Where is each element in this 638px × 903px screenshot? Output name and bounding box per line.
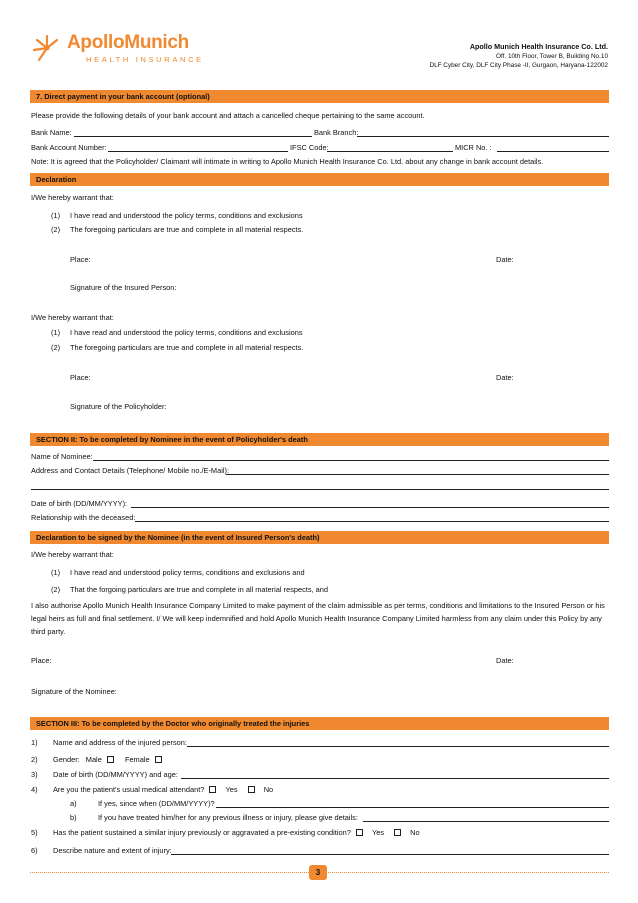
bank-name-label: Bank Name:: [31, 128, 72, 137]
declaration-warrant-2: I/We hereby warrant that:: [31, 313, 114, 322]
q5-row: [53, 828, 420, 837]
page-number-badge: [309, 865, 327, 880]
nominee-name-field[interactable]: [93, 460, 609, 461]
q4a-label: If yes, since when (DD/MM/YYYY)?: [98, 799, 215, 808]
nominee-dob-field[interactable]: [131, 507, 609, 508]
signature-policyholder-label: Signature of the Policyholder:: [70, 402, 167, 411]
ifsc-label: IFSC Code:: [290, 143, 329, 152]
q4-row: [53, 785, 273, 794]
q5-yes-label: Yes: [371, 828, 385, 837]
bank-section-header: [30, 90, 609, 103]
nominee-item-1-num: (1): [51, 568, 61, 577]
account-number-field[interactable]: [108, 151, 288, 152]
nominee-address-field[interactable]: [226, 474, 609, 475]
nominee-name-label: Name of Nominee:: [31, 452, 93, 461]
nominee-authorise-line-1: I also authorise Apollo Munich Health Insurance Company Limited to make payment of the claim admissible as per terms, conditions and limitations to the Insured Person or his: [31, 601, 605, 610]
bank-branch-field[interactable]: [357, 136, 609, 137]
nominee-address-label: Address and Contact Details (Telephone/ Mobile no./E-Mail):: [31, 466, 230, 475]
q4a-field[interactable]: [216, 807, 609, 808]
nominee-place: Place:: [31, 656, 52, 665]
q5-yes-checkbox[interactable]: [356, 829, 363, 836]
q1-field[interactable]: [187, 746, 609, 747]
declaration-item-1-num: (1): [51, 211, 61, 220]
bank-section-title: 7. Direct payment in your bank account (optional): [36, 92, 210, 101]
q5-no-label: No: [410, 828, 420, 837]
company-address-2: DLF Cyber City, DLF City Phase -II, Gurgaon, Haryana-122002: [429, 62, 608, 69]
logo-burst-icon: [30, 32, 64, 66]
gender-female-label: Female: [124, 755, 150, 764]
nominee-address-field-2[interactable]: [31, 489, 609, 490]
declaration-header: [30, 173, 609, 186]
company-address-1: Off. 10th Floor, Tower B, Building No.10: [495, 53, 608, 60]
q2-row: [53, 755, 165, 764]
q6-num: 6): [31, 846, 38, 855]
q4b-label: If you have treated him/her for any previous illness or injury, please give details:: [98, 813, 358, 822]
q6-label: Describe nature and extent of injury:: [53, 846, 172, 855]
q4-num: 4): [31, 785, 38, 794]
q3-num: 3): [31, 770, 38, 779]
nominee-date: Date:: [496, 656, 514, 665]
nominee-item-1: I have read and understood policy terms, conditions and exclusions and: [70, 568, 305, 577]
declaration-title: Declaration: [36, 175, 77, 184]
section-3-header: [30, 717, 609, 730]
bank-branch-label: Bank Branch:: [314, 128, 359, 137]
logo: [30, 30, 210, 70]
signature-insured-label: Signature of the Insured Person:: [70, 283, 177, 292]
q4-no-checkbox[interactable]: [248, 786, 255, 793]
nominee-declaration-header: [30, 531, 609, 544]
q2-label: Gender:: [53, 755, 80, 764]
micr-label: MICR No. :: [455, 143, 492, 152]
declaration-item-2-num: (2): [51, 225, 61, 234]
q5-no-checkbox[interactable]: [394, 829, 401, 836]
declaration-place-2: Place:: [70, 373, 91, 382]
nominee-relationship-label: Relationship with the deceased:: [31, 513, 136, 522]
section-3-title: SECTION III: To be completed by the Doctor who originally treated the injuries: [36, 719, 310, 728]
declaration-date-2: Date:: [496, 373, 514, 382]
micr-field[interactable]: [497, 151, 609, 152]
bank-name-field[interactable]: [74, 136, 312, 137]
declaration-item-2b-num: (2): [51, 343, 61, 352]
nominee-warrant: I/We hereby warrant that:: [31, 550, 114, 559]
nominee-item-2: That the forgoing particulars are true and complete in all material respects, and: [70, 585, 328, 594]
declaration-date-1: Date:: [496, 255, 514, 264]
nominee-item-2-num: (2): [51, 585, 61, 594]
gender-male-label: Male: [85, 755, 102, 764]
q6-field[interactable]: [171, 854, 609, 855]
q5-num: 5): [31, 828, 38, 837]
gender-male-checkbox[interactable]: [107, 756, 114, 763]
q1-label: Name and address of the injured person:: [53, 738, 187, 747]
ifsc-field[interactable]: [327, 151, 453, 152]
q4b-num: b): [70, 813, 77, 822]
q1-num: 1): [31, 738, 38, 747]
company-name: Apollo Munich Health Insurance Co. Ltd.: [469, 42, 608, 51]
q4b-field[interactable]: [363, 821, 609, 822]
section-2-title: SECTION II: To be completed by Nominee in the event of Policyholder's death: [36, 435, 308, 444]
q4-no-label: No: [263, 785, 274, 794]
bank-note: Note: It is agreed that the Policyholder/ Claimant will intimate in writing to Apollo Munich Health Insurance Co. Ltd. about any change in bank account details.: [31, 157, 544, 166]
gender-female-checkbox[interactable]: [155, 756, 162, 763]
logo-sub-text: HEALTH INSURANCE: [86, 55, 204, 64]
q4-yes-checkbox[interactable]: [209, 786, 216, 793]
q2-num: 2): [31, 755, 38, 764]
q3-field[interactable]: [181, 778, 609, 779]
declaration-warrant-1: I/We hereby warrant that:: [31, 193, 114, 202]
account-number-label: Bank Account Number:: [31, 143, 107, 152]
nominee-authorise-line-2: legal heirs as full and final settlement. I/ We will keep indemnified and hold Apollo Munich Health Insurance Company Limited harmless from any claim under this Policy by any: [31, 614, 602, 623]
declaration-item-2: The foregoing particulars are true and complete in all material respects.: [70, 225, 304, 234]
q4-yes-label: Yes: [225, 785, 238, 794]
q4-label: Are you the patient's usual medical attendant?: [53, 785, 205, 794]
declaration-item-2b: The foregoing particulars are true and complete in all material respects.: [70, 343, 304, 352]
logo-main-text: ApolloMunich: [67, 32, 189, 53]
declaration-place-1: Place:: [70, 255, 91, 264]
nominee-relationship-field[interactable]: [135, 521, 609, 522]
declaration-item-1b: I have read and understood the policy terms, conditions and exclusions: [70, 328, 303, 337]
nominee-declaration-title: Declaration to be signed by the Nominee (in the event of Insured Person's death): [36, 533, 320, 542]
nominee-dob-label: Date of birth (DD/MM/YYYY):: [31, 499, 128, 508]
declaration-item-1: I have read and understood the policy terms, conditions and exclusions: [70, 211, 303, 220]
page-number: 3: [315, 868, 321, 877]
nominee-authorise-line-3: third party.: [31, 627, 66, 636]
q4a-num: a): [70, 799, 77, 808]
section-2-header: [30, 433, 609, 446]
bank-intro: Please provide the following details of your bank account and attach a cancelled cheque pertaining to the same account.: [31, 111, 425, 120]
q5-label: Has the patient sustained a similar injury previously or aggravated a pre-existing condition?: [53, 828, 351, 837]
nominee-signature-label: Signature of the Nominee:: [31, 687, 117, 696]
q3-label: Date of birth (DD/MM/YYYY) and age:: [53, 770, 178, 779]
declaration-item-1b-num: (1): [51, 328, 61, 337]
